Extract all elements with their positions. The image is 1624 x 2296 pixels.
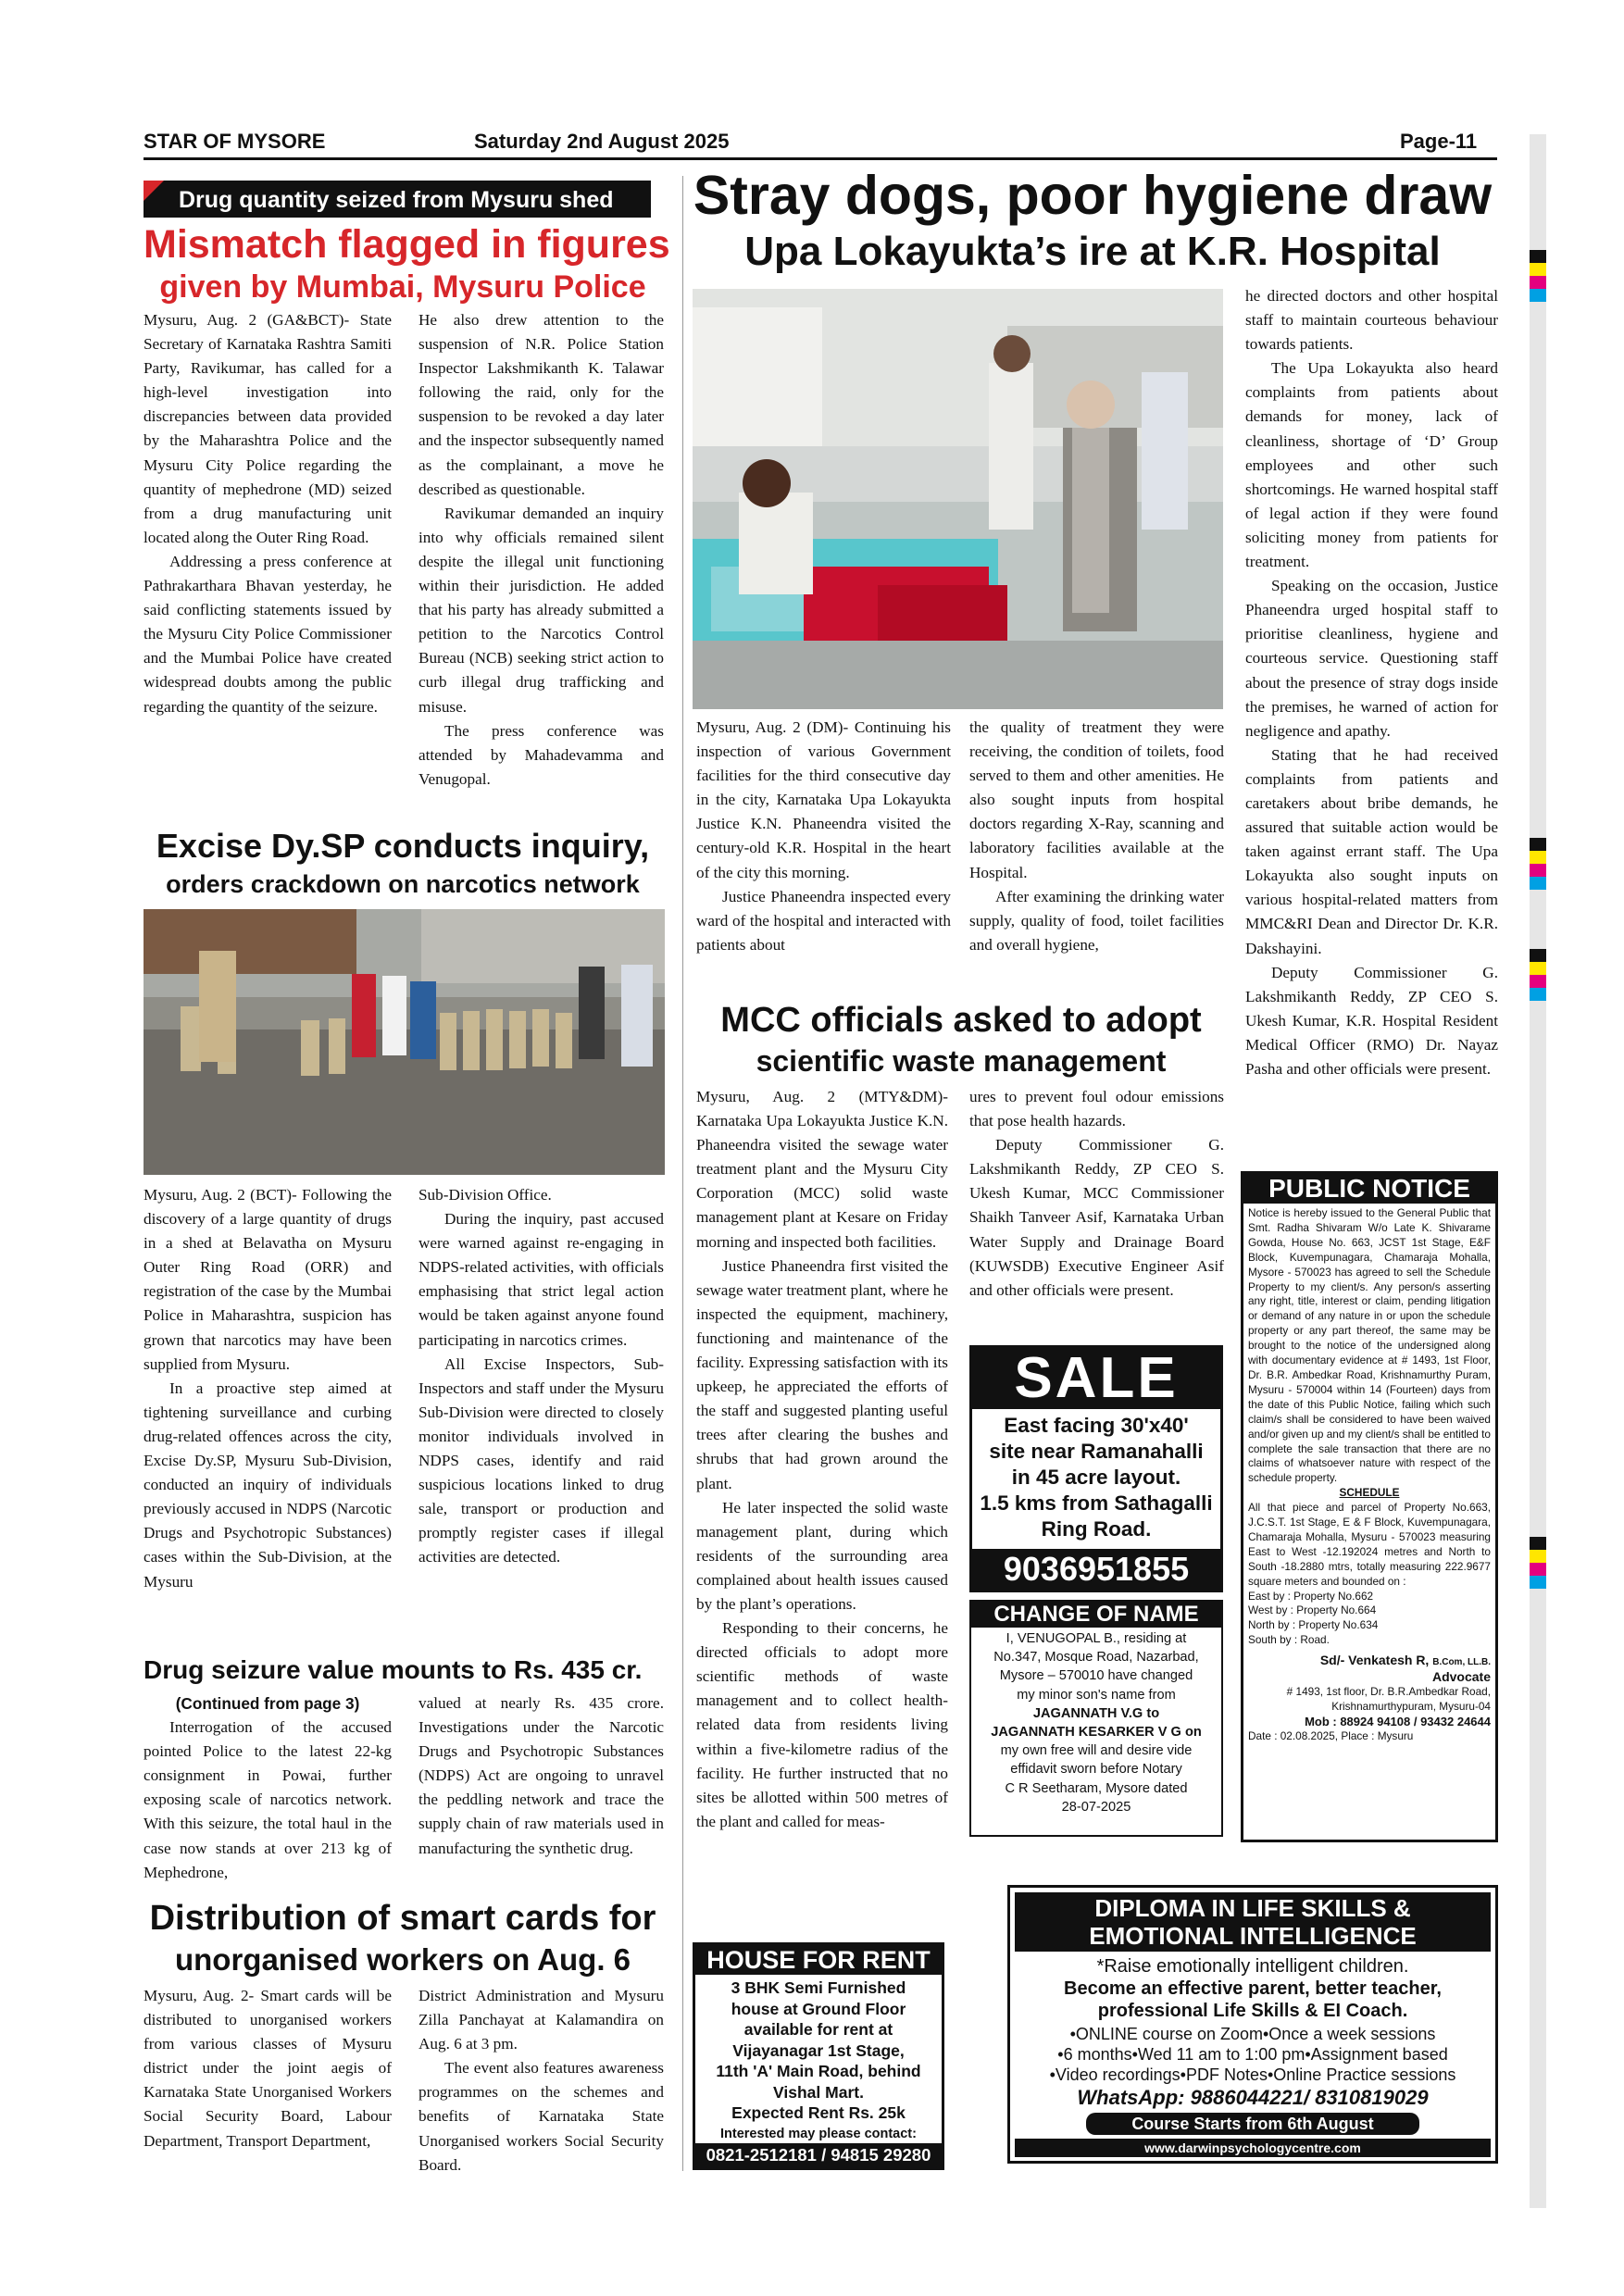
issue-date: Saturday 2nd August 2025 xyxy=(474,130,730,153)
story1-subheadline: given by Mumbai, Mysuru Police xyxy=(159,269,646,305)
story6-p1: Mysuru, Aug. 2 (MTY&DM)- Karnataka Upa Lokayukta Justice K.N. Phaneendra visited the sewage water treatment plant and the Mysuru City Corporation (MCC) solid waste management plant at Kesare on Friday morning and inspected both facilities. xyxy=(696,1088,948,1251)
con-line-9: C R Seetharam, Mysore dated xyxy=(1005,1780,1188,1796)
diploma-feature-2: •6 months•Wed 11 am to 1:00 pm•Assignment based xyxy=(1057,2045,1448,2064)
story4-p3: The event also features awareness programmes on the schemes and benefits of Karnataka State Unorganised workers Social Security Board. xyxy=(418,2059,664,2174)
diploma-ad-intro xyxy=(1015,1952,1491,2022)
page-number: Page-11 xyxy=(1400,130,1478,153)
masthead-rule xyxy=(144,157,1497,160)
diploma-ad xyxy=(1007,1885,1498,2164)
story4-headline: Distribution of smart cards for xyxy=(149,1899,656,1938)
story1-kicker: Drug quantity seized from Mysuru shed xyxy=(179,187,614,213)
public-notice-ad xyxy=(1241,1171,1498,1842)
story2-col1 xyxy=(144,1183,392,1594)
con-line-8: effidavit sworn before Notary xyxy=(1010,1762,1182,1778)
story6-subheadline: scientific waste management xyxy=(756,1044,1167,1078)
story6-col1 xyxy=(696,1085,948,1834)
rent-ad-phone: 0821-2512181 / 94815 29280 xyxy=(695,2143,942,2167)
sale-line-2: site near Ramanahalli xyxy=(989,1440,1204,1463)
sale-line-1: East facing 30'x40' xyxy=(1004,1414,1189,1437)
diploma-website: www.darwinpsychologycentre.com xyxy=(1015,2139,1491,2157)
story6-headline: MCC officials asked to adopt xyxy=(720,1001,1202,1040)
story6-p4: Responding to their concerns, he directed officials to adopt more scientific methods of waste management and to collect health-related data from residents living within a five-kilometre radius of the facility. He further instructed that no sites be allotted within 500 metres of the plant and called for meas- xyxy=(696,1619,948,1830)
kicker-bar xyxy=(144,181,651,218)
notice-bound-south: South by : Road. xyxy=(1248,1633,1330,1647)
public-notice-title: PUBLIC NOTICE xyxy=(1243,1174,1495,1204)
con-line-4: my minor son's name from xyxy=(1017,1687,1176,1703)
paper-name: STAR OF MYSORE xyxy=(144,130,326,153)
diploma-line-3: professional Life Skills & EI Coach. xyxy=(1097,2001,1408,2021)
story5-col3 xyxy=(1245,284,1498,1081)
diploma-title-2: EMOTIONAL INTELLIGENCE xyxy=(1089,1922,1417,1950)
diploma-ad-title xyxy=(1015,1892,1491,1952)
diploma-ad-features xyxy=(1015,2022,1491,2085)
story5-p7: Speaking on the occasion, Justice Phaneendra urged hospital staff to prioritise cleanliness, hygiene and courteous service. Questioning staff about the presence of stray dogs inside the premises, he warned of action for negligence and apathy. xyxy=(1245,577,1498,740)
con-line-3: Mysore – 570010 have changed xyxy=(999,1668,1193,1684)
notice-address-1: # 1493, 1st floor, Dr. B.R.Ambedkar Road, xyxy=(1286,1685,1491,1698)
con-line-7: my own free will and desire vide xyxy=(1000,1743,1193,1759)
color-marks-4 xyxy=(1530,1537,1546,1589)
story5-col1 xyxy=(696,716,951,957)
sale-ad-phone: 9036951855 xyxy=(972,1549,1220,1590)
rent-ad-body xyxy=(695,1975,942,2144)
story1-p1: Mysuru, Aug. 2 (GA&BCT)- State Secretary of Karnataka Rashtra Samiti Party, Ravikumar, has called for a high-level investigation into discrepancies between data provided by the Maharashtra Police and the Mysuru City Police regarding the quantity of mephedrone (MD) seized from a drug manufacturing unit located along the Outer Ring Road. xyxy=(144,311,392,546)
story6-p5: ures to prevent foul odour emissions that pose health hazards. xyxy=(969,1088,1224,1130)
story2-p3: Sub-Division Office. xyxy=(418,1186,552,1204)
diploma-whatsapp: WhatsApp: 9886044221/ 8310819029 xyxy=(1077,2086,1429,2109)
color-strip xyxy=(1530,134,1546,2208)
house-for-rent-ad xyxy=(693,1942,944,2170)
notice-date: Date : 02.08.2025, Place : Mysuru xyxy=(1248,1728,1414,1742)
story3-p2: valued at nearly Rs. 435 crore. Investigations under the Narcotic Drugs and Psychotropic Substances (NDPS) Act are ongoing to unravel the peddling network and trace the supply chain of raw materials used in manufacturing the synthetic drug. xyxy=(418,1694,664,1857)
public-notice-body xyxy=(1243,1204,1495,1744)
kicker-red-corner xyxy=(144,181,164,201)
story2-p5: All Excise Inspectors, Sub-Inspectors and staff under the Mysuru Sub-Division were directed to closely monitor individuals involved in NDPS cases, identify and raid suspicious locations linked to drug sale, transport or production and promptly register cases if illegal activities are detected. xyxy=(418,1354,664,1566)
story4-p1: Mysuru, Aug. 2- Smart cards will be distributed to unorganised workers from various classes of Mysuru district under the joint aegis of Karnataka State Unorganised Workers Social Security Board, Labour Department, Transport Department, xyxy=(144,1987,392,2150)
diploma-line-1: *Raise emotionally intelligent children. xyxy=(1096,1956,1409,1977)
story5-col2 xyxy=(969,716,1224,957)
story5-p3: the quality of treatment they were receiving, the condition of toilets, food served to them and other amenities. He also sought inputs from hospital doctors regarding X-Ray, scanning and laboratory facilities available at the Hospital. xyxy=(969,718,1224,881)
rent-line-6: Vishal Mart. xyxy=(773,2082,864,2102)
notice-mobile: Mob : 88924 94108 / 93432 24644 xyxy=(1305,1714,1491,1728)
rent-line-4: Vijayanagar 1st Stage, xyxy=(732,2040,905,2060)
story5-p5: he directed doctors and other hospital staff to maintain courteous behaviour towards patients. xyxy=(1245,287,1498,354)
sale-line-3: in 45 acre layout. xyxy=(1011,1466,1181,1489)
color-marks-2 xyxy=(1530,838,1546,890)
notice-bound-west: West by : Property No.664 xyxy=(1248,1603,1377,1617)
story1-p3: He also drew attention to the suspension of N.R. Police Station Inspector Lakshmikanth K. Talawar following the raid, only for the suspension to be revoked a day later and the inspector subsequently named as the complainant, a move he described as questionable. xyxy=(418,311,664,498)
excise-inquiry-photo xyxy=(144,909,665,1175)
story5-p8: Stating that he had received complaints from patients and caretakers about bribe demands, he assured that suitable action would be taken against errant staff. The Upa Lokayukta also sought inputs on various hospital-related matters from MMC&RI Dean and Director Dr. K.R. Dakshayini. xyxy=(1245,745,1498,957)
change-of-name-body xyxy=(971,1628,1221,1816)
sale-ad-body xyxy=(972,1409,1220,1542)
rent-line-2: house at Ground Floor xyxy=(731,1999,906,2018)
color-marks-3 xyxy=(1530,949,1546,1001)
story5-p4: After examining the drinking water supply, quality of food, toilet facilities and overall hygiene, xyxy=(969,887,1224,954)
diploma-title-1: DIPLOMA IN LIFE SKILLS & xyxy=(1094,1894,1411,1922)
sale-line-4: 1.5 kms from Sathagalli xyxy=(980,1491,1213,1515)
story1-col1 xyxy=(144,308,392,719)
story2-p1: Mysuru, Aug. 2 (BCT)- Following the discovery of a large quantity of drugs in a shed at Belavatha on Mysuru Outer Ring Road (ORR) and registration of the case by the Mumbai Police in Maharashtra, suspicion has grown that narcotics may have been supplied from Mysuru. xyxy=(144,1186,392,1373)
story4-p2: District Administration and Mysuru Zilla Panchayat at Kalamandira on Aug. 6 at 3 pm. xyxy=(418,1987,664,2053)
story6-p2: Justice Phaneendra first visited the sewage water treatment plant, where he inspected the equipment, machinery, functioning and maintenance of the facility. Expressing satisfaction with its upkeep, he appreciated the efforts of the staff and suggested planting useful trees after clearing the bushes and shrubs that had grown around the plant. xyxy=(696,1256,949,1492)
rent-line-7: Expected Rent Rs. 25k xyxy=(731,2103,906,2122)
story3-continued: (Continued from page 3) xyxy=(175,1694,360,1713)
diploma-feature-1: •ONLINE course on Zoom•Once a week sessions xyxy=(1069,2025,1436,2043)
column-divider xyxy=(682,176,683,2171)
story6-p6: Deputy Commissioner G. Lakshmikanth Reddy, ZP CEO S. Ukesh Kumar, MCC Commissioner Shaikh Tanveer Asif, Karnataka Urban Water Supply and Drainage Board (KUWSDB) Executive Engineer Asif and other officials were present. xyxy=(969,1136,1224,1299)
notice-signatory xyxy=(1248,1653,1491,1670)
con-line-10: 28-07-2025 xyxy=(1061,1799,1131,1815)
notice-sign: Sd/- Venkatesh R, xyxy=(1319,1653,1430,1668)
story2-headline: Excise Dy.SP conducts inquiry, xyxy=(156,827,650,865)
story6-col2 xyxy=(969,1085,1224,1303)
story5-p1: Mysuru, Aug. 2 (DM)- Continuing his inspection of various Government facilities for the third consecutive day in the city, Karnataka Upa Lokayukta Justice K.N. Phaneendra visited the century-old K.R. Hospital in the heart of the city this morning. xyxy=(696,718,951,881)
story5-p6: The Upa Lokayukta also heard complaints from patients about demands for money, lack of cleanliness, shortage of ‘D’ Group employees and other such shortcomings. He warned hospital staff of legal action if they were found soliciting money from patients for treatment. xyxy=(1245,359,1498,571)
sale-ad-title: SALE xyxy=(972,1348,1220,1409)
notice-sign-quals: B.Com, LL.B. xyxy=(1432,1657,1491,1668)
story3-headline: Drug seizure value mounts to Rs. 435 cr. xyxy=(144,1655,643,1684)
story2-col2 xyxy=(418,1183,664,1570)
notice-schedule-title: SCHEDULE xyxy=(1339,1486,1400,1500)
notice-bound-east: East by : Property No.662 xyxy=(1248,1589,1374,1603)
story5-p2: Justice Phaneendra inspected every ward of the hospital and interacted with patients about xyxy=(696,887,951,954)
story2-subheadline: orders crackdown on narcotics network xyxy=(166,870,640,898)
rent-line-5: 11th 'A' Main Road, behind xyxy=(716,2062,921,2080)
story5-p9: Deputy Commissioner G. Lakshmikanth Reddy, ZP CEO S. Ukesh Kumar, K.R. Hospital Resident Medical Officer (RMO) Dr. Nayaz Pasha and other officials were present. xyxy=(1245,963,1498,1078)
story3-col2 xyxy=(418,1691,664,1861)
change-of-name-ad xyxy=(969,1600,1223,1837)
story4-col1 xyxy=(144,1984,392,2153)
rent-ad-title: HOUSE FOR RENT xyxy=(695,1945,942,1975)
notice-bound-north: North by : Property No.634 xyxy=(1248,1618,1379,1632)
sale-ad xyxy=(969,1345,1223,1592)
con-line-1: I, VENUGOPAL B., residing at xyxy=(1006,1631,1187,1646)
con-line-6: JAGANNATH KESARKER V G on xyxy=(991,1725,1202,1741)
rent-line-1: 3 BHK Semi Furnished xyxy=(731,1978,906,1997)
story1-headline: Mismatch flagged in figures xyxy=(144,222,670,267)
hospital-inspection-photo xyxy=(693,289,1223,709)
story1-col2 xyxy=(418,308,664,792)
rent-contact-label: Interested may please contact: xyxy=(720,2126,917,2141)
con-line-2: No.347, Mosque Road, Nazarbad, xyxy=(993,1650,1199,1666)
story1-p5: The press conference was attended by Mahadevamma and Venugopal. xyxy=(418,721,664,788)
story2-p4: During the inquiry, past accused were warned against re-engaging in NDPS-related activities, with officials emphasising that strict legal action would be taken against anyone found participating in narcotics crimes. xyxy=(418,1210,664,1349)
rent-line-3: available for rent at xyxy=(743,2020,893,2039)
diploma-feature-3: •Video recordings•PDF Notes•Online Practice sessions xyxy=(1049,2065,1456,2084)
sale-line-5: Ring Road. xyxy=(1041,1517,1152,1541)
story5-subheadline: Upa Lokayukta’s ire at K.R. Hospital xyxy=(744,229,1441,274)
notice-sign-role: Advocate xyxy=(1431,1669,1491,1685)
diploma-start-badge: Course Starts from 6th August xyxy=(1086,2113,1419,2135)
story3-p1: Interrogation of the accused pointed Police to the latest 22-kg consignment in Powai, further exposing scale of narcotics network. With this seizure, the total haul in the case now stands at over 213 kg of Mephedrone, xyxy=(144,1718,392,1881)
notice-text: Notice is hereby issued to the General Public that Smt. Radha Shivaram W/o Late K. Shivarame Gowda, House No. 663, JCST 1st Stage, E&F Block, Kuvempunagara, Chamaraja Mohalla, Mysore - 570023 has agreed to sell the Schedule Property to my client/s. Any person/s asserting any right, title, interest or claim, pending litigation or demand of any nature in or upon the schedule property or any part thereof, the same may be brought to the notice of the undersigned along with documentary evidence at # 1493, 1st Floor, Dr. B.R. Ambedkar Road, Krishnamurthy Puram, Mysuru - 570004 within 14 (Fourteen) days from the date of this Public Notice, failing which such claim/s shall be considered to have been waived and/or given up and my client/s shall be entitled to complete the sale transaction that there are no claims of whatsoever nature with respect of the schedule property. xyxy=(1248,1206,1491,1485)
story3-col1 xyxy=(144,1691,392,1885)
story4-col2 xyxy=(418,1984,664,2177)
story2-p2: In a proactive step aimed at tightening surveillance and curbing drug-related offences across the city, Excise Dy.SP, Mysuru Sub-Division, conducted an inquiry of individuals previously accused in NDPS (Narcotic Drugs and Psychotropic Substances) cases within the Sub-Division, at the Mysuru xyxy=(144,1379,392,1591)
color-marks-1 xyxy=(1530,250,1546,302)
con-line-5: JAGANNATH V.G to xyxy=(1032,1705,1160,1721)
diploma-line-2: Become an effective parent, better teacher, xyxy=(1064,1978,1442,1999)
story1-p4: Ravikumar demanded an inquiry into why officials remained silent despite the illegal unit functioning within their jurisdiction. He added that his party has already submitted a petition to the Narcotics Control Bureau (NCB) seeking strict action to curb illegal drug trafficking and misuse. xyxy=(418,504,664,716)
story4-subheadline: unorganised workers on Aug. 6 xyxy=(174,1942,631,1977)
notice-address-2: Krishnamurthypuram, Mysuru-04 xyxy=(1331,1699,1491,1713)
notice-schedule: All that piece and parcel of Property No.663, J.C.S.T. 1st Stage, E & F Block, Kuvempunagara, Chamaraja Mohalla, Mysuru - 570023 measuring East to West -12.192024 metres and North to South -18.2880 mtrs, totally measuring 222.9677 square meters and bounded on : xyxy=(1248,1501,1491,1588)
story1-p2: Addressing a press conference at Pathrakarthara Bhavan yesterday, he said conflicting statements issued by the Mysuru City Police Commissioner and the Mumbai Police have created widespread doubts among the public regarding the quantity of the seizure. xyxy=(144,552,392,716)
story6-p3: He later inspected the solid waste management plant, during which residents of the surrounding area complained about health issues caused by the plant’s operations. xyxy=(696,1498,948,1613)
story5-headline: Stray dogs, poor hygiene draw xyxy=(693,165,1493,226)
change-of-name-title: CHANGE OF NAME xyxy=(971,1602,1221,1628)
